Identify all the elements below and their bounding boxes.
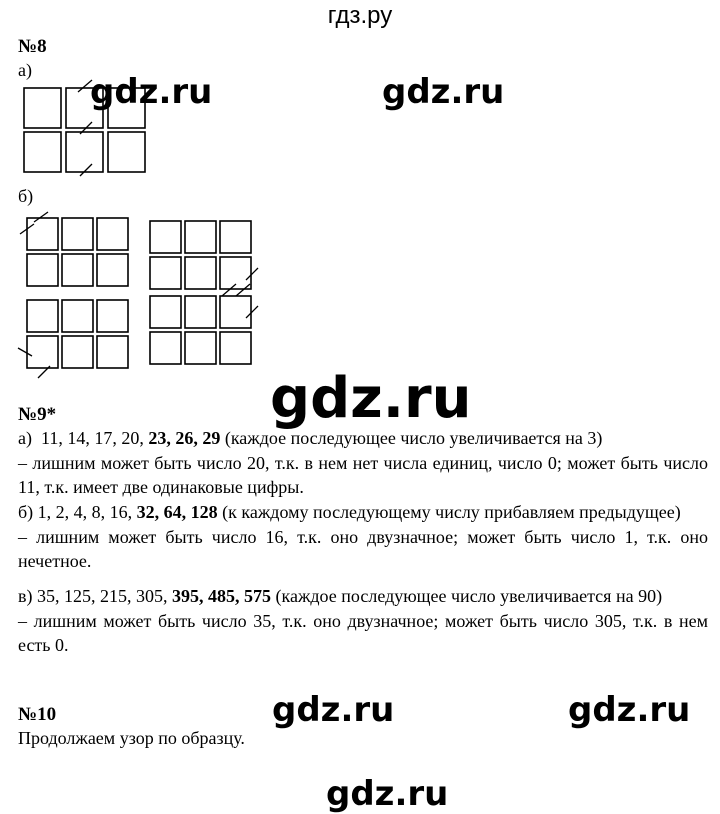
matchstick-grid-a (24, 80, 145, 176)
task8-number: №8 (18, 36, 47, 57)
task9-part-a (18, 426, 708, 500)
task9-part-b (18, 500, 708, 574)
task9-b-note: – лишним может быть число 16, т.к. оно двузначное; может быть число 1, т.к. оно нечетное. (18, 526, 708, 571)
task9-c-sequence: 35, 125, 215, 305, (37, 586, 168, 606)
task9-a-answer: 23, 26, 29 (148, 428, 221, 448)
matchstick-grid-b3 (18, 300, 128, 378)
task8-part-a-label: а) (18, 60, 32, 80)
watermark: gdz.ru (272, 690, 395, 730)
task9-c-label: в) (18, 586, 33, 606)
matchstick-grid-b4 (150, 296, 258, 364)
matchstick-grid-b2 (150, 221, 258, 296)
site-header: гдз.ру (327, 2, 393, 29)
task9-c-answer: 395, 485, 575 (172, 586, 271, 606)
task9-number: №9* (18, 404, 57, 425)
task9-a-rule: (каждое последующее число увеличивается на 3) (224, 428, 603, 448)
matchstick-grid-b1 (20, 212, 128, 286)
task9-a-note: – лишним может быть число 20, т.к. в нем нет числа единиц, число 0; может быть число 11, т.к. имеет две одинаковые цифры. (18, 452, 708, 497)
task9-part-c (18, 584, 708, 658)
task9-c-rule: (каждое последующее число увеличивается на 90) (275, 586, 663, 606)
task10-text: Продолжаем узор по образцу. (18, 728, 245, 748)
watermark: gdz.ru (270, 366, 472, 431)
watermark: gdz.ru (326, 774, 449, 814)
task9-b-answer: 32, 64, 128 (136, 502, 218, 522)
task9-a-sequence: 11, 14, 17, 20, (40, 428, 144, 448)
task10-number: №10 (18, 704, 57, 725)
watermark: gdz.ru (568, 690, 691, 730)
matchstick-puzzles (0, 0, 720, 400)
task9-b-rule: (к каждому последующему числу прибавляем предыдущее) (222, 502, 681, 522)
task9-a-label: а) (18, 428, 32, 448)
task9-c-note: – лишним может быть число 35, т.к. оно двузначное; может быть число 305, т.к. в нем есть 0. (18, 610, 708, 655)
watermark: gdz.ru (382, 72, 505, 112)
task9-b-sequence: 1, 2, 4, 8, 16, (37, 502, 133, 522)
task9-b-label: б) (18, 502, 34, 522)
task8-part-b-label: б) (18, 186, 34, 206)
watermark: gdz.ru (90, 72, 213, 112)
